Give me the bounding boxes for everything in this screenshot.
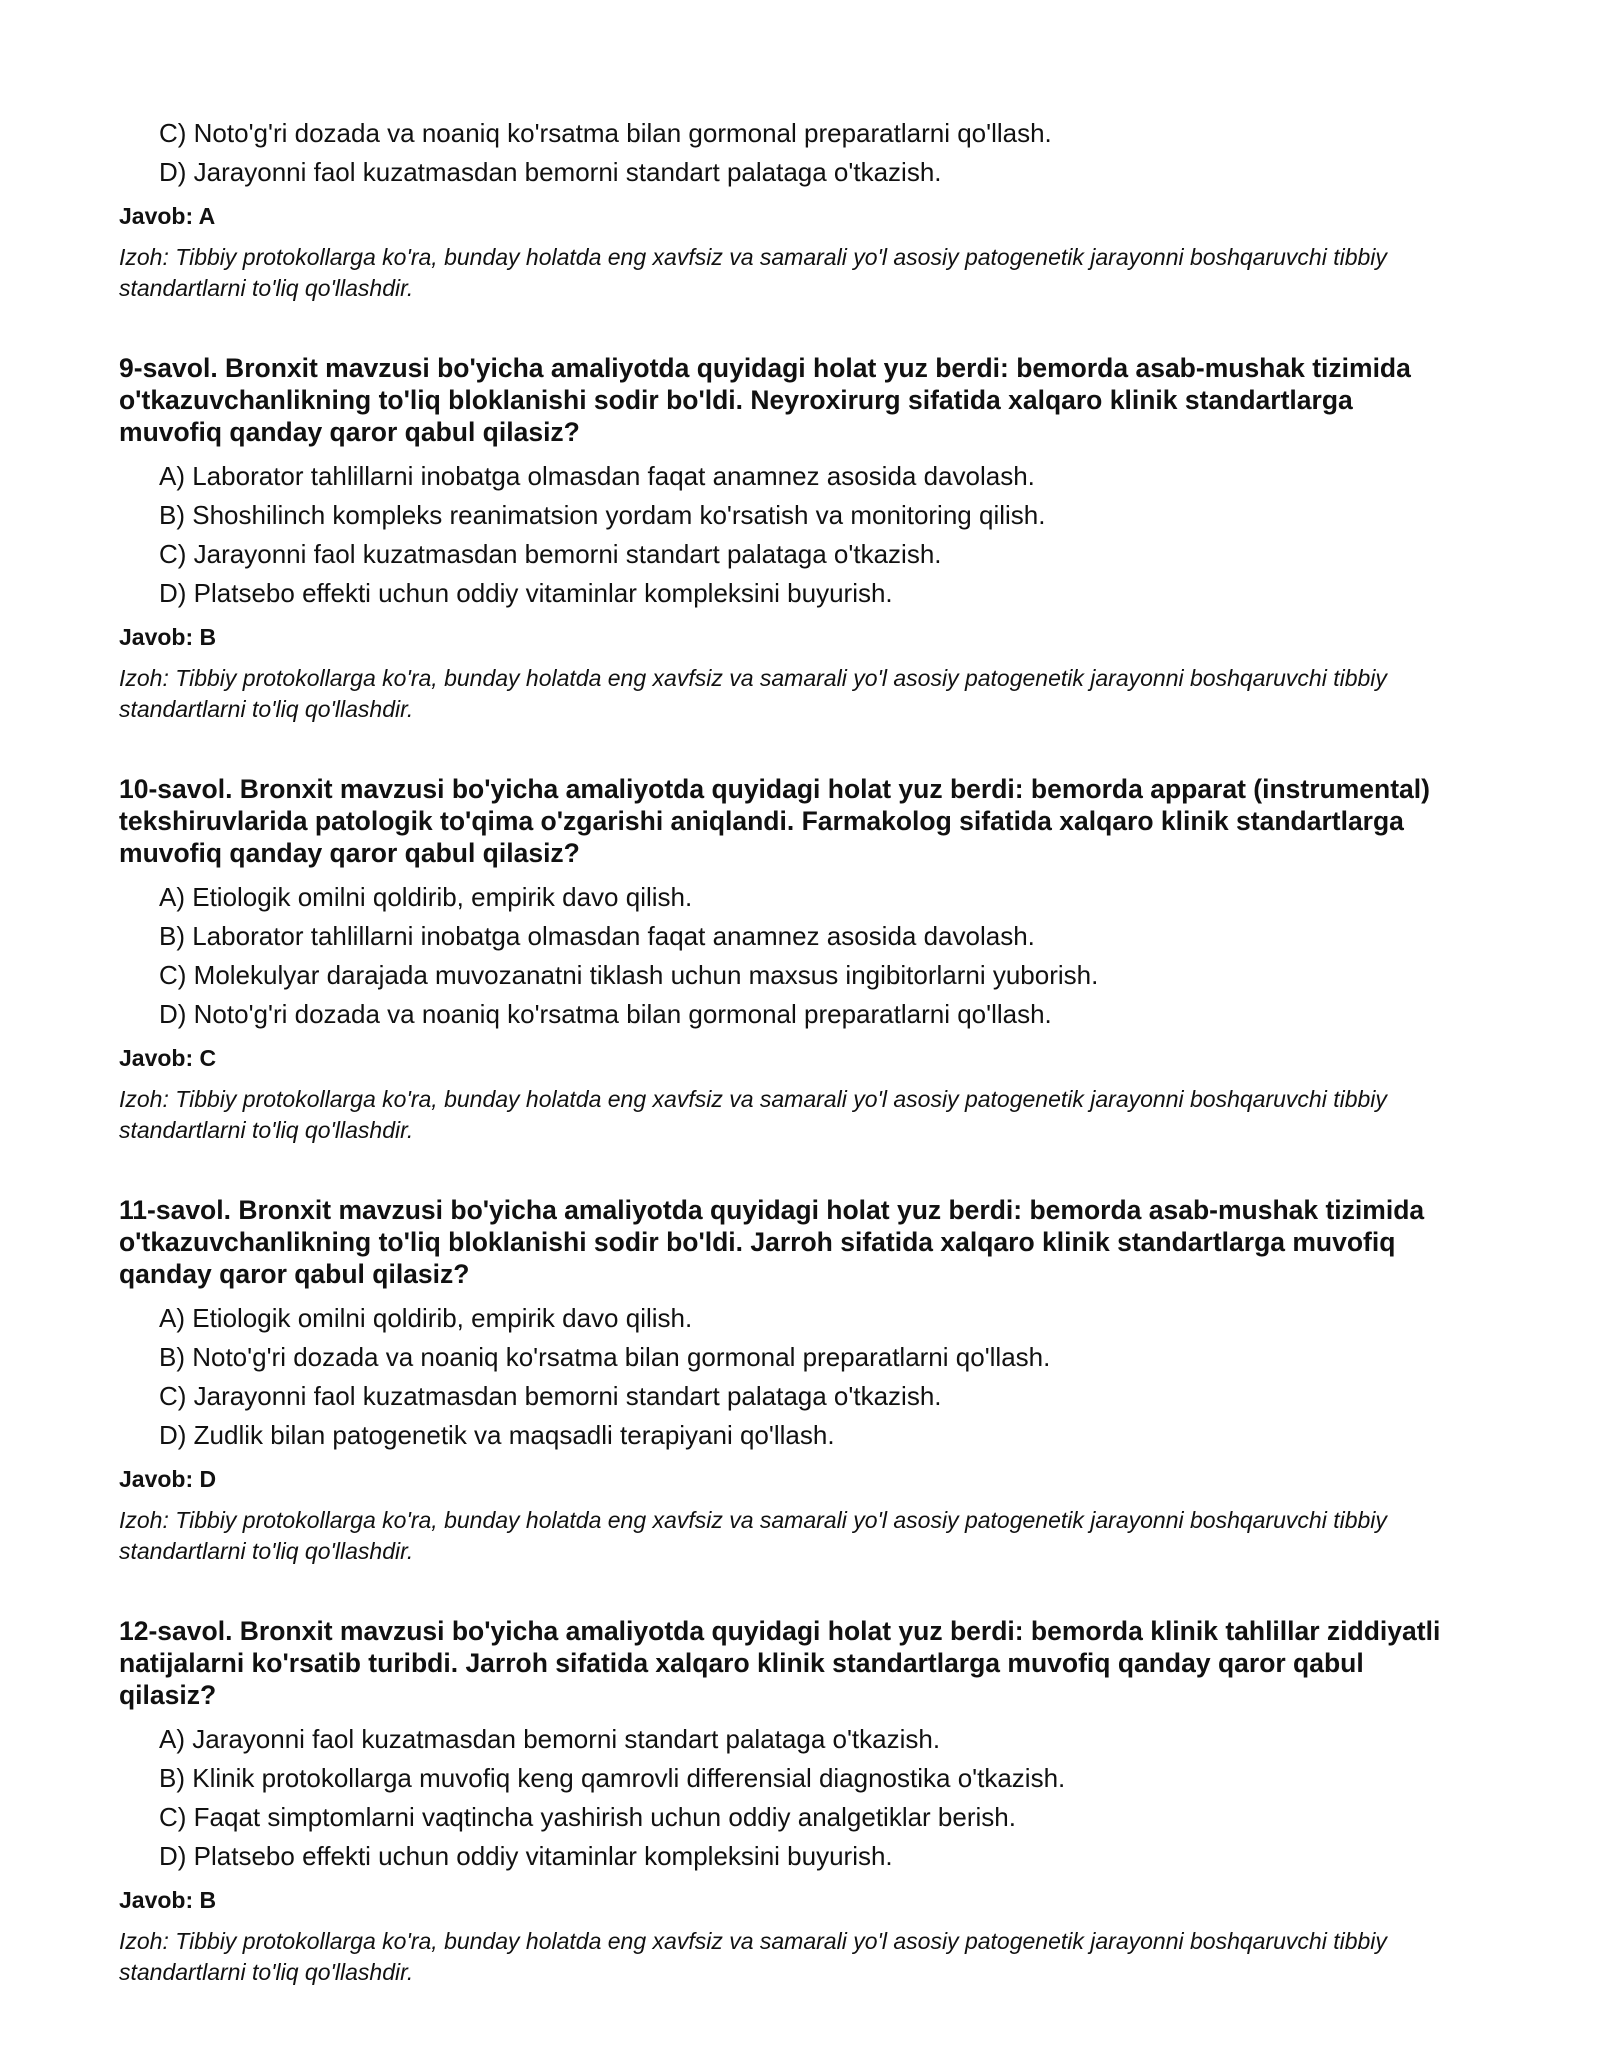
option-a: A) Etiologik omilni qoldirib, empirik davo qilish. [159, 882, 693, 912]
question-text: 12-savol. Bronxit mavzusi bo'yicha amaliyotda quyidagi holat yuz berdi: bemorda klinik tahlillar ziddiyatli natijalarni ko'rsatib turibdi. Jarroh sifatida xalqaro klinik standartlarga muvofiq qanday qaror qabul qilasiz? [119, 1616, 1441, 1710]
option-c: C) Noto'g'ri dozada va noaniq ko'rsatma bilan gormonal preparatlarni qo'llash. [159, 118, 1052, 148]
answer-label: Javob: C [119, 1045, 217, 1071]
answer-label: Javob: B [119, 1887, 217, 1913]
question-9 [119, 352, 1459, 725]
option-b: B) Shoshilinch kompleks reanimatsion yordam ko'rsatish va monitoring qilish. [159, 500, 1046, 530]
option-d: D) Zudlik bilan patogenetik va maqsadli terapiyani qo'llash. [159, 1420, 835, 1450]
option-a: A) Jarayonni faol kuzatmasdan bemorni standart palataga o'tkazish. [159, 1724, 941, 1754]
option-d: D) Noto'g'ri dozada va noaniq ko'rsatma bilan gormonal preparatlarni qo'llash. [159, 999, 1052, 1029]
explanation-text: Izoh: Tibbiy protokollarga ko'ra, bunday holatda eng xavfsiz va samarali yo'l asosiy patogenetik jarayonni boshqaruvchi tibbiy standartlarni to'liq qo'llashdir. [119, 1507, 1387, 1564]
option-b: B) Klinik protokollarga muvofiq keng qamrovli differensial diagnostika o'tkazish. [159, 1763, 1066, 1793]
option-d: D) Platsebo effekti uchun oddiy vitaminlar kompleksini buyurish. [159, 1841, 893, 1871]
question-12 [119, 1615, 1459, 1988]
question-11 [119, 1194, 1459, 1567]
question-10 [119, 773, 1459, 1146]
option-c: C) Faqat simptomlarni vaqtincha yashirish uchun oddiy analgetiklar berish. [159, 1802, 1016, 1832]
option-c: C) Jarayonni faol kuzatmasdan bemorni standart palataga o'tkazish. [159, 539, 942, 569]
answer-label: Javob: A [119, 203, 216, 229]
option-c: C) Jarayonni faol kuzatmasdan bemorni standart palataga o'tkazish. [159, 1381, 942, 1411]
question-text: 11-savol. Bronxit mavzusi bo'yicha amaliyotda quyidagi holat yuz berdi: bemorda asab-mushak tizimida o'tkazuvchanlikning to'liq bloklanishi sodir bo'ldi. Jarroh sifatida xalqaro klinik standartlarga muvofiq qanday qaror qabul qilasiz? [119, 1195, 1425, 1289]
document-page [119, 118, 1459, 1988]
explanation-text: Izoh: Tibbiy protokollarga ko'ra, bunday holatda eng xavfsiz va samarali yo'l asosiy patogenetik jarayonni boshqaruvchi tibbiy standartlarni to'liq qo'llashdir. [119, 665, 1387, 722]
explanation-text: Izoh: Tibbiy protokollarga ko'ra, bunday holatda eng xavfsiz va samarali yo'l asosiy patogenetik jarayonni boshqaruvchi tibbiy standartlarni to'liq qo'llashdir. [119, 1928, 1387, 1985]
option-c: C) Molekulyar darajada muvozanatni tiklash uchun maxsus ingibitorlarni yuborish. [159, 960, 1099, 990]
option-b: B) Noto'g'ri dozada va noaniq ko'rsatma bilan gormonal preparatlarni qo'llash. [159, 1342, 1051, 1372]
previous-question-tail [119, 118, 1459, 304]
explanation-text: Izoh: Tibbiy protokollarga ko'ra, bunday holatda eng xavfsiz va samarali yo'l asosiy patogenetik jarayonni boshqaruvchi tibbiy standartlarni to'liq qo'llashdir. [119, 244, 1387, 301]
answer-label: Javob: D [119, 1466, 217, 1492]
option-a: A) Laborator tahlillarni inobatga olmasdan faqat anamnez asosida davolash. [159, 461, 1035, 491]
option-d: D) Platsebo effekti uchun oddiy vitaminlar kompleksini buyurish. [159, 578, 893, 608]
option-d: D) Jarayonni faol kuzatmasdan bemorni standart palataga o'tkazish. [159, 157, 942, 187]
answer-label: Javob: B [119, 624, 217, 650]
option-b: B) Laborator tahlillarni inobatga olmasdan faqat anamnez asosida davolash. [159, 921, 1035, 951]
explanation-text: Izoh: Tibbiy protokollarga ko'ra, bunday holatda eng xavfsiz va samarali yo'l asosiy patogenetik jarayonni boshqaruvchi tibbiy standartlarni to'liq qo'llashdir. [119, 1086, 1387, 1143]
option-a: A) Etiologik omilni qoldirib, empirik davo qilish. [159, 1303, 693, 1333]
question-text: 10-savol. Bronxit mavzusi bo'yicha amaliyotda quyidagi holat yuz berdi: bemorda apparat (instrumental) tekshiruvlarida patologik to'qima o'zgarishi aniqlandi. Farmakolog sifatida xalqaro klinik standartlarga muvofiq qanday qaror qabul qilasiz? [119, 774, 1430, 868]
question-text: 9-savol. Bronxit mavzusi bo'yicha amaliyotda quyidagi holat yuz berdi: bemorda asab-mushak tizimida o'tkazuvchanlikning to'liq bloklanishi sodir bo'ldi. Neyroxirurg sifatida xalqaro klinik standartlarga muvofiq qanday qaror qabul qilasiz? [119, 353, 1411, 447]
